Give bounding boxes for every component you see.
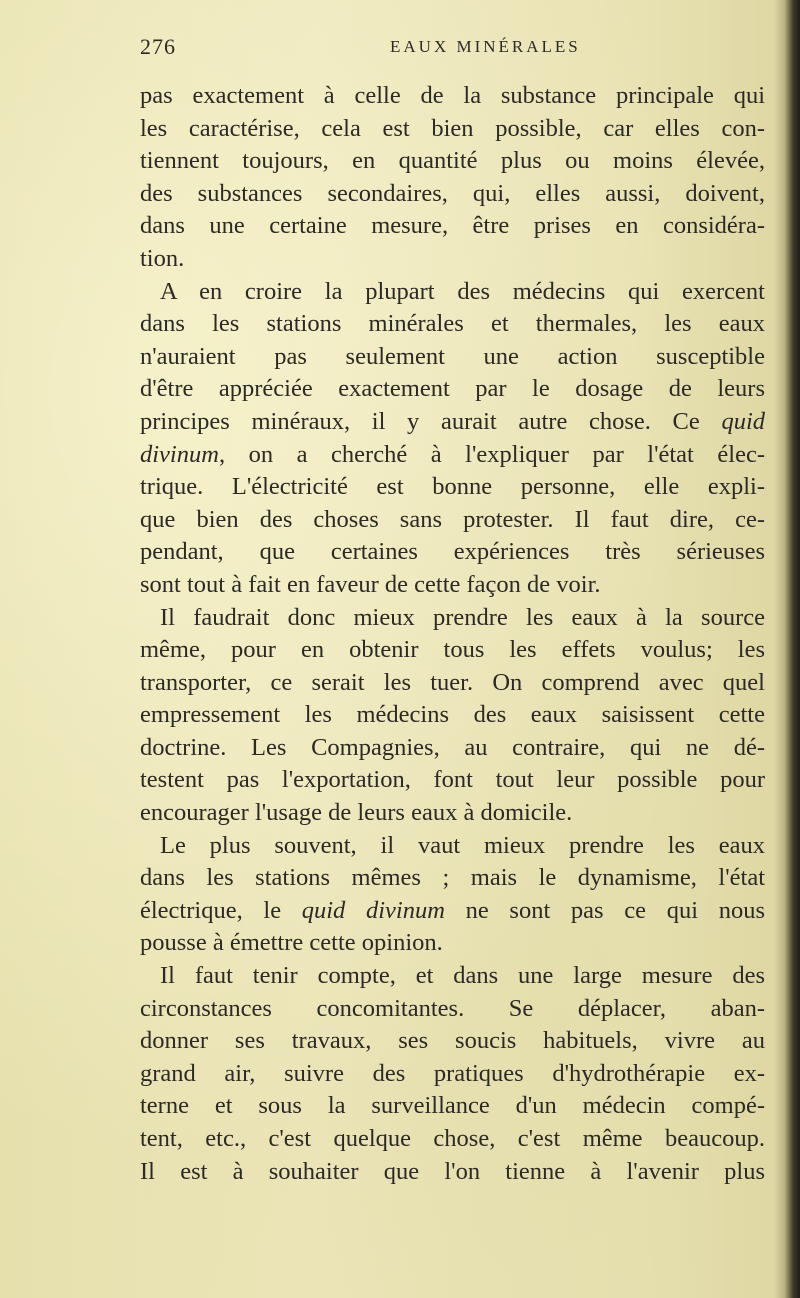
text-line: dans les stations minérales et thermales, les eaux bbox=[140, 310, 765, 338]
text-line: même, pour en obtenir tous les effets voulus; les bbox=[140, 636, 765, 664]
text-line: doctrine. Les Compagnies, au contraire, qui ne dé- bbox=[140, 733, 765, 761]
text-segment: électrique, le bbox=[140, 896, 302, 924]
text-line: grand air, suivre des pratiques d'hydrothérapie ex- bbox=[140, 1059, 765, 1087]
text-segment: ne sont pas ce qui nous bbox=[444, 896, 765, 924]
text-line-with-italic bbox=[140, 406, 765, 439]
text-line: testent pas l'exportation, font tout leur possible pour bbox=[140, 766, 765, 794]
text-line: encourager l'usage de leurs eaux à domicile. bbox=[140, 799, 573, 827]
text-line: pousse à émettre cette opinion. bbox=[140, 929, 443, 957]
text-line: donner ses travaux, ses soucis habituels, vivre au bbox=[140, 1027, 765, 1055]
text-line: n'auraient pas seulement une action susceptible bbox=[140, 342, 765, 370]
text-line: que bien des choses sans protester. Il faut dire, ce- bbox=[140, 505, 765, 533]
page-edge-shadow bbox=[774, 0, 800, 1298]
italic-phrase: quid divinum bbox=[301, 896, 445, 924]
text-line: sont tout à fait en faveur de cette façon de voir. bbox=[140, 570, 601, 598]
text-line: circonstances concomitantes. Se déplacer, aban- bbox=[140, 994, 765, 1022]
text-line: pendant, que certaines expériences très sérieuses bbox=[140, 538, 765, 566]
text-line: tion. bbox=[140, 244, 185, 272]
text-line: d'être appréciée exactement par le dosage de leurs bbox=[140, 375, 765, 403]
text-line: tiennent toujours, en quantité plus ou moins élevée, bbox=[140, 147, 765, 175]
text-line: empressement les médecins des eaux saisissent cette bbox=[140, 701, 765, 729]
text-line: Le plus souvent, il vaut mieux prendre les eaux bbox=[160, 831, 765, 859]
text-line-with-italic bbox=[140, 895, 765, 928]
page-header bbox=[140, 34, 760, 62]
text-line-with-italic bbox=[140, 439, 765, 472]
text-line: dans une certaine mesure, être prises en considéra- bbox=[140, 212, 765, 240]
italic-phrase: divinum bbox=[140, 440, 219, 468]
italic-phrase: quid bbox=[721, 407, 765, 435]
paragraph-3 bbox=[140, 602, 765, 830]
running-title: EAUX MINÉRALES bbox=[390, 37, 581, 56]
text-line: Il est à souhaiter que l'on tienne à l'avenir plus bbox=[140, 1157, 765, 1185]
paragraph-5 bbox=[140, 960, 765, 1188]
paragraph-2 bbox=[140, 276, 765, 602]
text-line: Il faudrait donc mieux prendre les eaux à la source bbox=[160, 603, 765, 631]
text-line: Il faut tenir compte, et dans une large mesure des bbox=[160, 962, 765, 990]
text-segment: principes minéraux, il y aurait autre chose. Ce bbox=[140, 407, 700, 435]
text-segment: , on a cherché à l'expliquer par l'état élec- bbox=[218, 440, 765, 468]
text-line: les caractérise, cela est bien possible, car elles con- bbox=[140, 114, 765, 142]
paragraph-4 bbox=[140, 830, 765, 960]
text-line: trique. L'électricité est bonne personne, elle expli- bbox=[140, 473, 765, 501]
paragraph-1 bbox=[140, 80, 765, 276]
text-line: terne et sous la surveillance d'un médecin compé- bbox=[140, 1092, 765, 1120]
body-text bbox=[140, 80, 765, 1188]
text-line: pas exactement à celle de la substance principale qui bbox=[140, 82, 765, 109]
text-line: dans les stations mêmes ; mais le dynamisme, l'état bbox=[140, 864, 765, 892]
page-number: 276 bbox=[140, 34, 176, 59]
text-line: A en croire la plupart des médecins qui exercent bbox=[160, 277, 765, 305]
text-line: des substances secondaires, qui, elles aussi, doivent, bbox=[140, 179, 765, 207]
text-line: transporter, ce serait les tuer. On comprend avec quel bbox=[140, 668, 765, 696]
text-line: tent, etc., c'est quelque chose, c'est même beaucoup. bbox=[140, 1125, 765, 1152]
